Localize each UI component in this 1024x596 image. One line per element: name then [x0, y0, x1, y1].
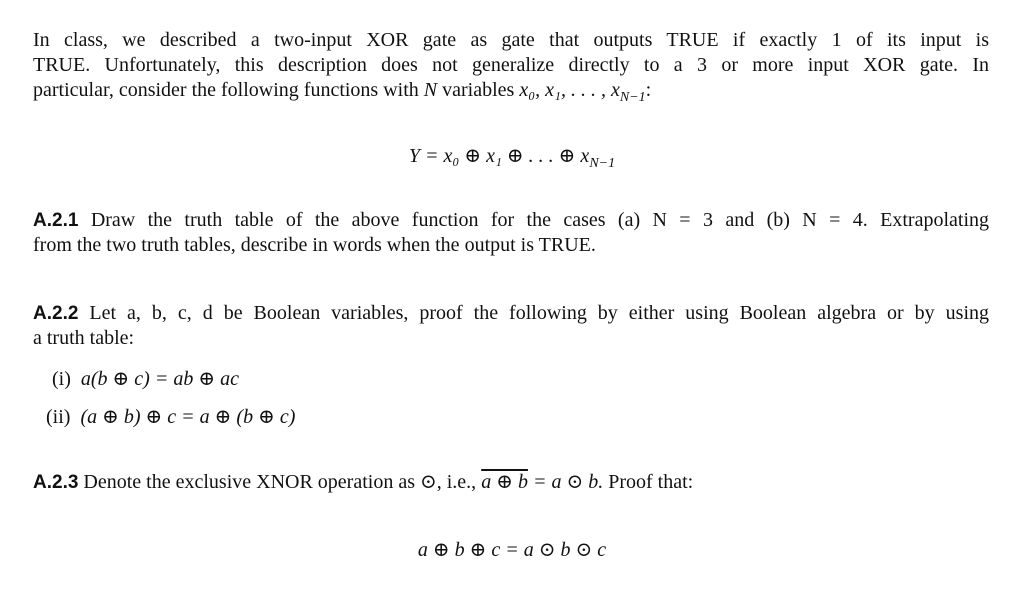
xnor-overline-expr: a ⊕ b: [481, 471, 528, 493]
intro-line-1: In class, we described a two-input XOR gate as gate that outputs TRUE if exactly 1 of its input is: [33, 29, 989, 51]
question-a22: [33, 301, 989, 351]
intro-line-3: particular, consider the following functions with N variables x₀, x₁, . . . , $x_{N-1}$:: [33, 79, 652, 105]
a22-item-i: (i) a(b ⊕ c) = ab ⊕ ac: [52, 368, 239, 390]
question-a21: [33, 208, 989, 258]
a21-label: A.2.1: [33, 210, 79, 231]
a22-item-ii: (ii) (a ⊕ b) ⊕ c = a ⊕ (b ⊕ c): [46, 406, 296, 428]
a23-line: A.2.3 Denote the exclusive XNOR operation as ⊙, i.e., a ⊕ b = a ⊙ b. Proof that:: [33, 471, 694, 493]
question-a23: [33, 470, 989, 495]
a23-label: A.2.3: [33, 472, 79, 493]
a21-line-1: A.2.1 Draw the truth table of the above function for the cases (a) N = 3 and (b) N = 4. Extrapolating: [33, 209, 990, 231]
a22-line-1: A.2.2 Let a, b, c, d be Boolean variables, proof the following by either using Boolean algebra or by using: [33, 302, 990, 324]
a22-line-2: a truth table:: [33, 327, 135, 349]
main-equation: Y = x₀ ⊕ x₁ ⊕ . . . ⊕ $x_{N-1}$: [408, 145, 616, 171]
a23-equation: a ⊕ b ⊕ c = a ⊙ b ⊙ c: [417, 539, 607, 561]
a21-line-2: from the two truth tables, describe in words when the output is TRUE.: [33, 234, 596, 256]
intro-line-2: TRUE. Unfortunately, this description does not generalize directly to a 3 or more input XOR gate. In: [33, 54, 989, 76]
intro-paragraph: [33, 28, 989, 110]
a22-label: A.2.2: [33, 303, 79, 324]
